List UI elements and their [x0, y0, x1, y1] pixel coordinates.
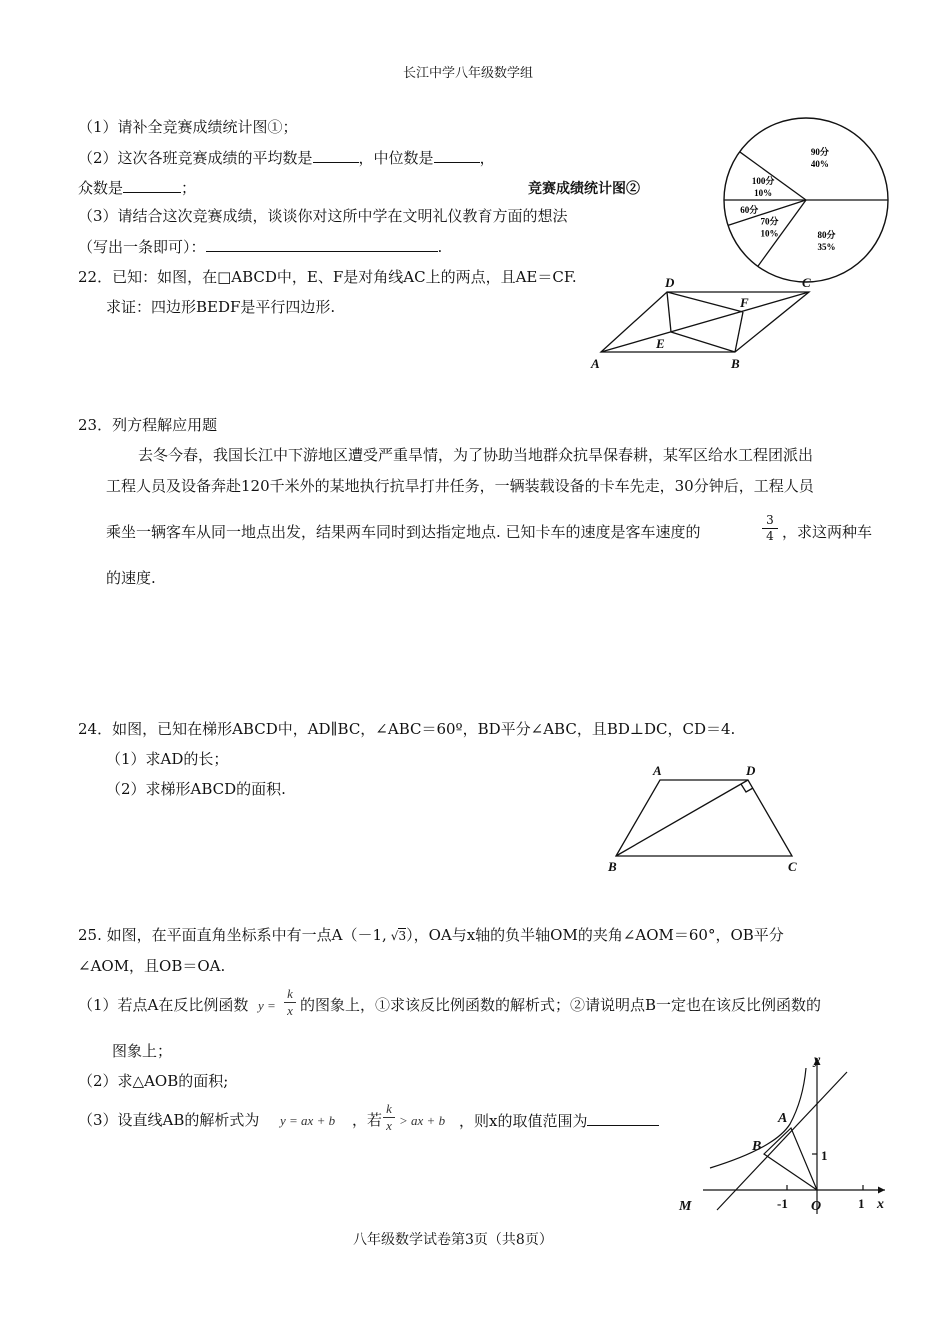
pie-slice-label: 90分: [810, 147, 829, 158]
fraction-x: x: [287, 1003, 293, 1019]
pie-slice-percent: 40%: [810, 159, 829, 170]
q21-part3-period: .: [437, 238, 443, 256]
label-m: M: [679, 1199, 692, 1214]
q23-line4: 的速度.: [106, 569, 156, 587]
segment-df: [667, 292, 743, 312]
pie-chart: [712, 110, 902, 290]
sqrt-symbol: √: [390, 929, 399, 943]
q24-part2: （2）求梯形ABCD的面积.: [106, 780, 286, 798]
fraction-x: x: [386, 1118, 392, 1134]
median-blank[interactable]: [434, 148, 480, 163]
label-neg-one: -1: [777, 1196, 788, 1211]
fraction-k: k: [287, 986, 293, 1001]
pie-slice-label: 70分: [760, 216, 779, 227]
fraction-k-over-x-2: [383, 1102, 395, 1134]
q25-line1-text: 25. 如图，在平面直角坐标系中有一点: [78, 926, 332, 944]
pie-chart-title: 竞赛成绩统计图②: [528, 181, 640, 197]
pie-slice-percent: 35%: [817, 242, 836, 253]
label-x-one: 1: [858, 1196, 865, 1211]
q21-part2-mean-text: （2）这次各班竞赛成绩的平均数是: [78, 149, 313, 167]
pie-slice-label: 80分: [817, 230, 836, 241]
label-a: A: [653, 763, 662, 778]
q21-part1: （1）请补全竞赛成绩统计图①；: [78, 118, 298, 136]
q24-stem: 24．如图，已知在梯形ABCD中，AD∥BC，∠ABC＝60º，BD平分∠ABC，且BD⊥DC，CD＝4.: [78, 720, 736, 738]
q23-line2: 工程人员及设备奔赴120千米外的某地执行抗旱打井任务，一辆装载设备的卡车先走，30分钟后，工程人员: [106, 477, 814, 495]
page-footer: 八年级数学试卷第3页（共8页）: [353, 1232, 553, 1248]
q23-title: 23．列方程解应用题: [78, 416, 218, 434]
pie-slice-percent: 10%: [754, 188, 773, 199]
segment-de: [667, 292, 671, 332]
q25-part1-end: 图象上；: [112, 1042, 173, 1060]
mean-blank[interactable]: [313, 148, 359, 163]
opinion-blank[interactable]: [206, 237, 438, 252]
q25-line2: ∠AOM，且OB＝OA.: [78, 957, 226, 975]
q21-mode-semicolon: ；: [181, 179, 197, 197]
parallelogram-figure: [585, 272, 825, 376]
q21-part3-note: [78, 237, 442, 256]
q23-line1: 去冬今春，我国长江中下游地区遭受严重旱情，为了协助当地群众抗旱保春耕，某军区给水工程团派出: [138, 446, 814, 464]
q25-part3-range: [459, 1111, 659, 1130]
q24-part1: （1）求AD的长；: [106, 750, 229, 768]
diagonal-bd: [616, 780, 748, 856]
pie-slice-label: 60分: [740, 204, 759, 215]
label-b: B: [608, 859, 617, 874]
line-ab: [717, 1072, 847, 1210]
label-b: B: [752, 1139, 762, 1154]
q25-part3-text: （3）设直线AB的解析式为: [78, 1111, 260, 1129]
q23-line3: [106, 523, 701, 541]
label-c: C: [802, 275, 811, 290]
q25-part2: （2）求△AOB的面积;: [78, 1072, 229, 1090]
sqrt-radicand: 3: [398, 929, 407, 943]
q21-part3: （3）请结合这次竞赛成绩，谈谈你对这所中学在文明礼仪教育方面的想法: [78, 207, 568, 225]
q25-part3-if: ，若: [352, 1111, 383, 1129]
label-y-one: 1: [821, 1148, 828, 1163]
q21-mode-text: 众数是: [78, 179, 124, 197]
label-c: C: [788, 859, 797, 874]
trapezoid-abcd: [616, 780, 792, 856]
x-range-blank[interactable]: [587, 1111, 659, 1126]
label-a: A: [591, 356, 600, 371]
label-e: E: [656, 336, 665, 351]
inequality-rhs: > ax + b: [399, 1113, 446, 1128]
pie-slice-percent: 10%: [760, 228, 779, 239]
label-y: y: [814, 1053, 821, 1068]
label-b: B: [731, 356, 740, 371]
label-x: x: [877, 1197, 884, 1212]
label-d: D: [665, 275, 675, 290]
q23-line3-text: 乘坐一辆客车从同一地点出发，结果两车同时到达指定地点. 已知卡车的速度是客车速度的: [106, 523, 701, 541]
line-equation: y = ax + b: [280, 1113, 336, 1128]
equation-y: y =: [258, 998, 276, 1013]
q21-part3-note-text: （写出一条即可）：: [78, 238, 206, 256]
label-a: A: [778, 1111, 788, 1126]
q21-part2: [78, 148, 495, 167]
label-f: F: [740, 295, 749, 310]
page-header: 长江中学八年级数学组: [403, 66, 534, 81]
q21-part2-median-text: ，中位数是: [358, 149, 434, 167]
fraction-k-over-x: [284, 987, 296, 1019]
label-d: D: [746, 763, 756, 778]
q25-line1-rest: ），OA与x轴的负半轴OM的夹角∠AOM＝60°，OB平分: [406, 926, 784, 944]
coordinate-graph: [675, 1048, 895, 1218]
trapezoid-figure: [602, 760, 812, 880]
pie-slice-label: 100分: [751, 176, 775, 187]
triangle-aob: [764, 1128, 817, 1190]
q25-line1: [78, 926, 784, 944]
q25-part1-text: （1）若点A在反比例函数: [78, 996, 249, 1014]
q21-part2-comma: ，: [479, 149, 495, 167]
fraction-numerator: 3: [766, 513, 774, 527]
q25-point-a: A（－1,: [331, 926, 387, 944]
q21-mode: [78, 178, 196, 197]
segment-be: [671, 332, 735, 352]
mode-blank[interactable]: [123, 178, 181, 193]
q25-part1-text-b: 的图象上，①求该反比例函数的解析式；②请说明点B一定也在该反比例函数的: [300, 996, 822, 1014]
label-o: O: [811, 1199, 822, 1214]
fraction-k: k: [386, 1101, 392, 1116]
q23-line3-end: ，求这两种车: [782, 523, 873, 541]
q25-part3-range-text: ，则x的取值范围为: [459, 1112, 588, 1130]
q22-prove: 求证：四边形BEDF是平行四边形.: [106, 298, 336, 316]
fraction-denominator: 4: [766, 529, 774, 544]
q22-given: 22．已知：如图，在□ABCD中，E、F是对角线AC上的两点，且AE＝CF.: [78, 268, 577, 286]
pie-slices: [724, 118, 888, 282]
fraction-three-quarters: [762, 514, 778, 543]
